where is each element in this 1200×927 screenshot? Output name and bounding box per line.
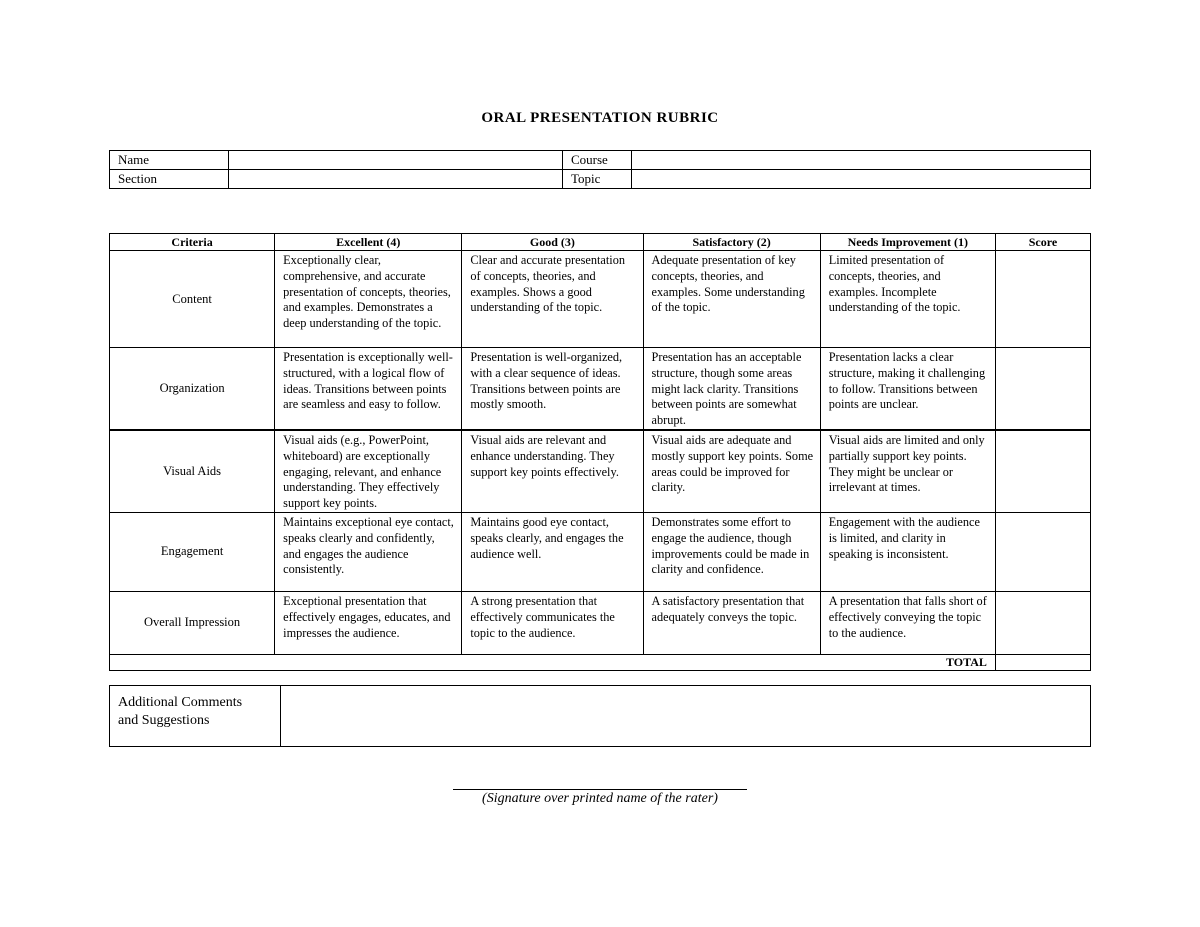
satisfactory-desc: Presentation has an acceptable structure, though some areas might lack clarity. Transitions between points are somewhat abrupt. [643,348,820,430]
good-desc: Presentation is well-organized, with a clear sequence of ideas. Transitions between points are mostly smooth. [462,348,643,430]
good-desc: Visual aids are relevant and enhance understanding. They support key points effectively. [462,430,643,512]
needs-improvement-desc: Engagement with the audience is limited, and clarity in speaking is inconsistent. [820,512,995,591]
table-row [110,251,1091,348]
table-row [110,591,1091,654]
good-desc: A strong presentation that effectively communicates the topic to the audience. [462,591,643,654]
satisfactory-desc: Adequate presentation of key concepts, theories, and examples. Some understanding of the topic. [643,251,820,348]
total-score-cell[interactable] [995,654,1090,670]
comments-label-line1: Additional Comments [118,695,243,710]
table-row [110,430,1091,512]
criteria-content: Content [110,251,275,348]
table-row [110,512,1091,591]
signature-caption: (Signature over printed name of the rater) [482,791,718,806]
section-field[interactable] [229,170,563,189]
course-label: Course [563,151,632,170]
name-field[interactable] [229,151,563,170]
section-label: Section [110,170,229,189]
score-cell[interactable] [995,591,1090,654]
header-good: Good (3) [462,234,643,251]
score-cell[interactable] [995,512,1090,591]
total-row [110,654,1091,670]
needs-improvement-desc: Presentation lacks a clear structure, making it challenging to follow. Transitions between points are unclear. [820,348,995,430]
satisfactory-desc: A satisfactory presentation that adequately conveys the topic. [643,591,820,654]
comments-label [110,686,281,747]
total-label: TOTAL [110,654,996,670]
satisfactory-desc: Visual aids are adequate and mostly support key points. Some areas could be improved for clarity. [643,430,820,512]
criteria-visual-aids: Visual Aids [110,430,275,512]
course-field[interactable] [632,151,1091,170]
topic-label: Topic [563,170,632,189]
criteria-overall-impression: Overall Impression [110,591,275,654]
criteria-engagement: Engagement [110,512,275,591]
header-criteria: Criteria [110,234,275,251]
excellent-desc: Exceptionally clear, comprehensive, and accurate presentation of concepts, theories, and examples. Demonstrates a deep understanding of the topic. [275,251,462,348]
student-info-table [109,150,1091,189]
criteria-organization: Organization [110,348,275,430]
header-score: Score [995,234,1090,251]
header-needs-improvement: Needs Improvement (1) [820,234,995,251]
excellent-desc: Maintains exceptional eye contact, speaks clearly and confidently, and engages the audience consistently. [275,512,462,591]
excellent-desc: Exceptional presentation that effectively engages, educates, and impresses the audience. [275,591,462,654]
good-desc: Clear and accurate presentation of concepts, theories, and examples. Shows a good understanding of the topic. [462,251,643,348]
score-cell[interactable] [995,348,1090,430]
signature-line[interactable] [453,789,747,790]
needs-improvement-desc: Visual aids are limited and only partially support key points. They might be unclear or irrelevant at times. [820,430,995,512]
comments-table [109,685,1091,747]
topic-field[interactable] [632,170,1091,189]
comments-label-line2: and Suggestions [118,713,210,728]
good-desc: Maintains good eye contact, speaks clearly, and engages the audience well. [462,512,643,591]
satisfactory-desc: Demonstrates some effort to engage the audience, though improvements could be made in clarity and confidence. [643,512,820,591]
rubric-header-row [110,234,1091,251]
header-excellent: Excellent (4) [275,234,462,251]
excellent-desc: Presentation is exceptionally well-structured, with a logical flow of ideas. Transitions between points are seamless and easy to follow. [275,348,462,430]
rubric-table [109,233,1091,671]
comments-field[interactable] [281,686,1091,747]
needs-improvement-desc: Limited presentation of concepts, theories, and examples. Incomplete understanding of the topic. [820,251,995,348]
header-satisfactory: Satisfactory (2) [643,234,820,251]
excellent-desc: Visual aids (e.g., PowerPoint, whiteboard) are exceptionally engaging, relevant, and enhance understanding. They effectively support key points. [275,430,462,512]
score-cell[interactable] [995,251,1090,348]
score-cell[interactable] [995,430,1090,512]
needs-improvement-desc: A presentation that falls short of effectively conveying the topic to the audience. [820,591,995,654]
page-title: ORAL PRESENTATION RUBRIC [481,110,719,126]
name-label: Name [110,151,229,170]
table-row [110,348,1091,430]
